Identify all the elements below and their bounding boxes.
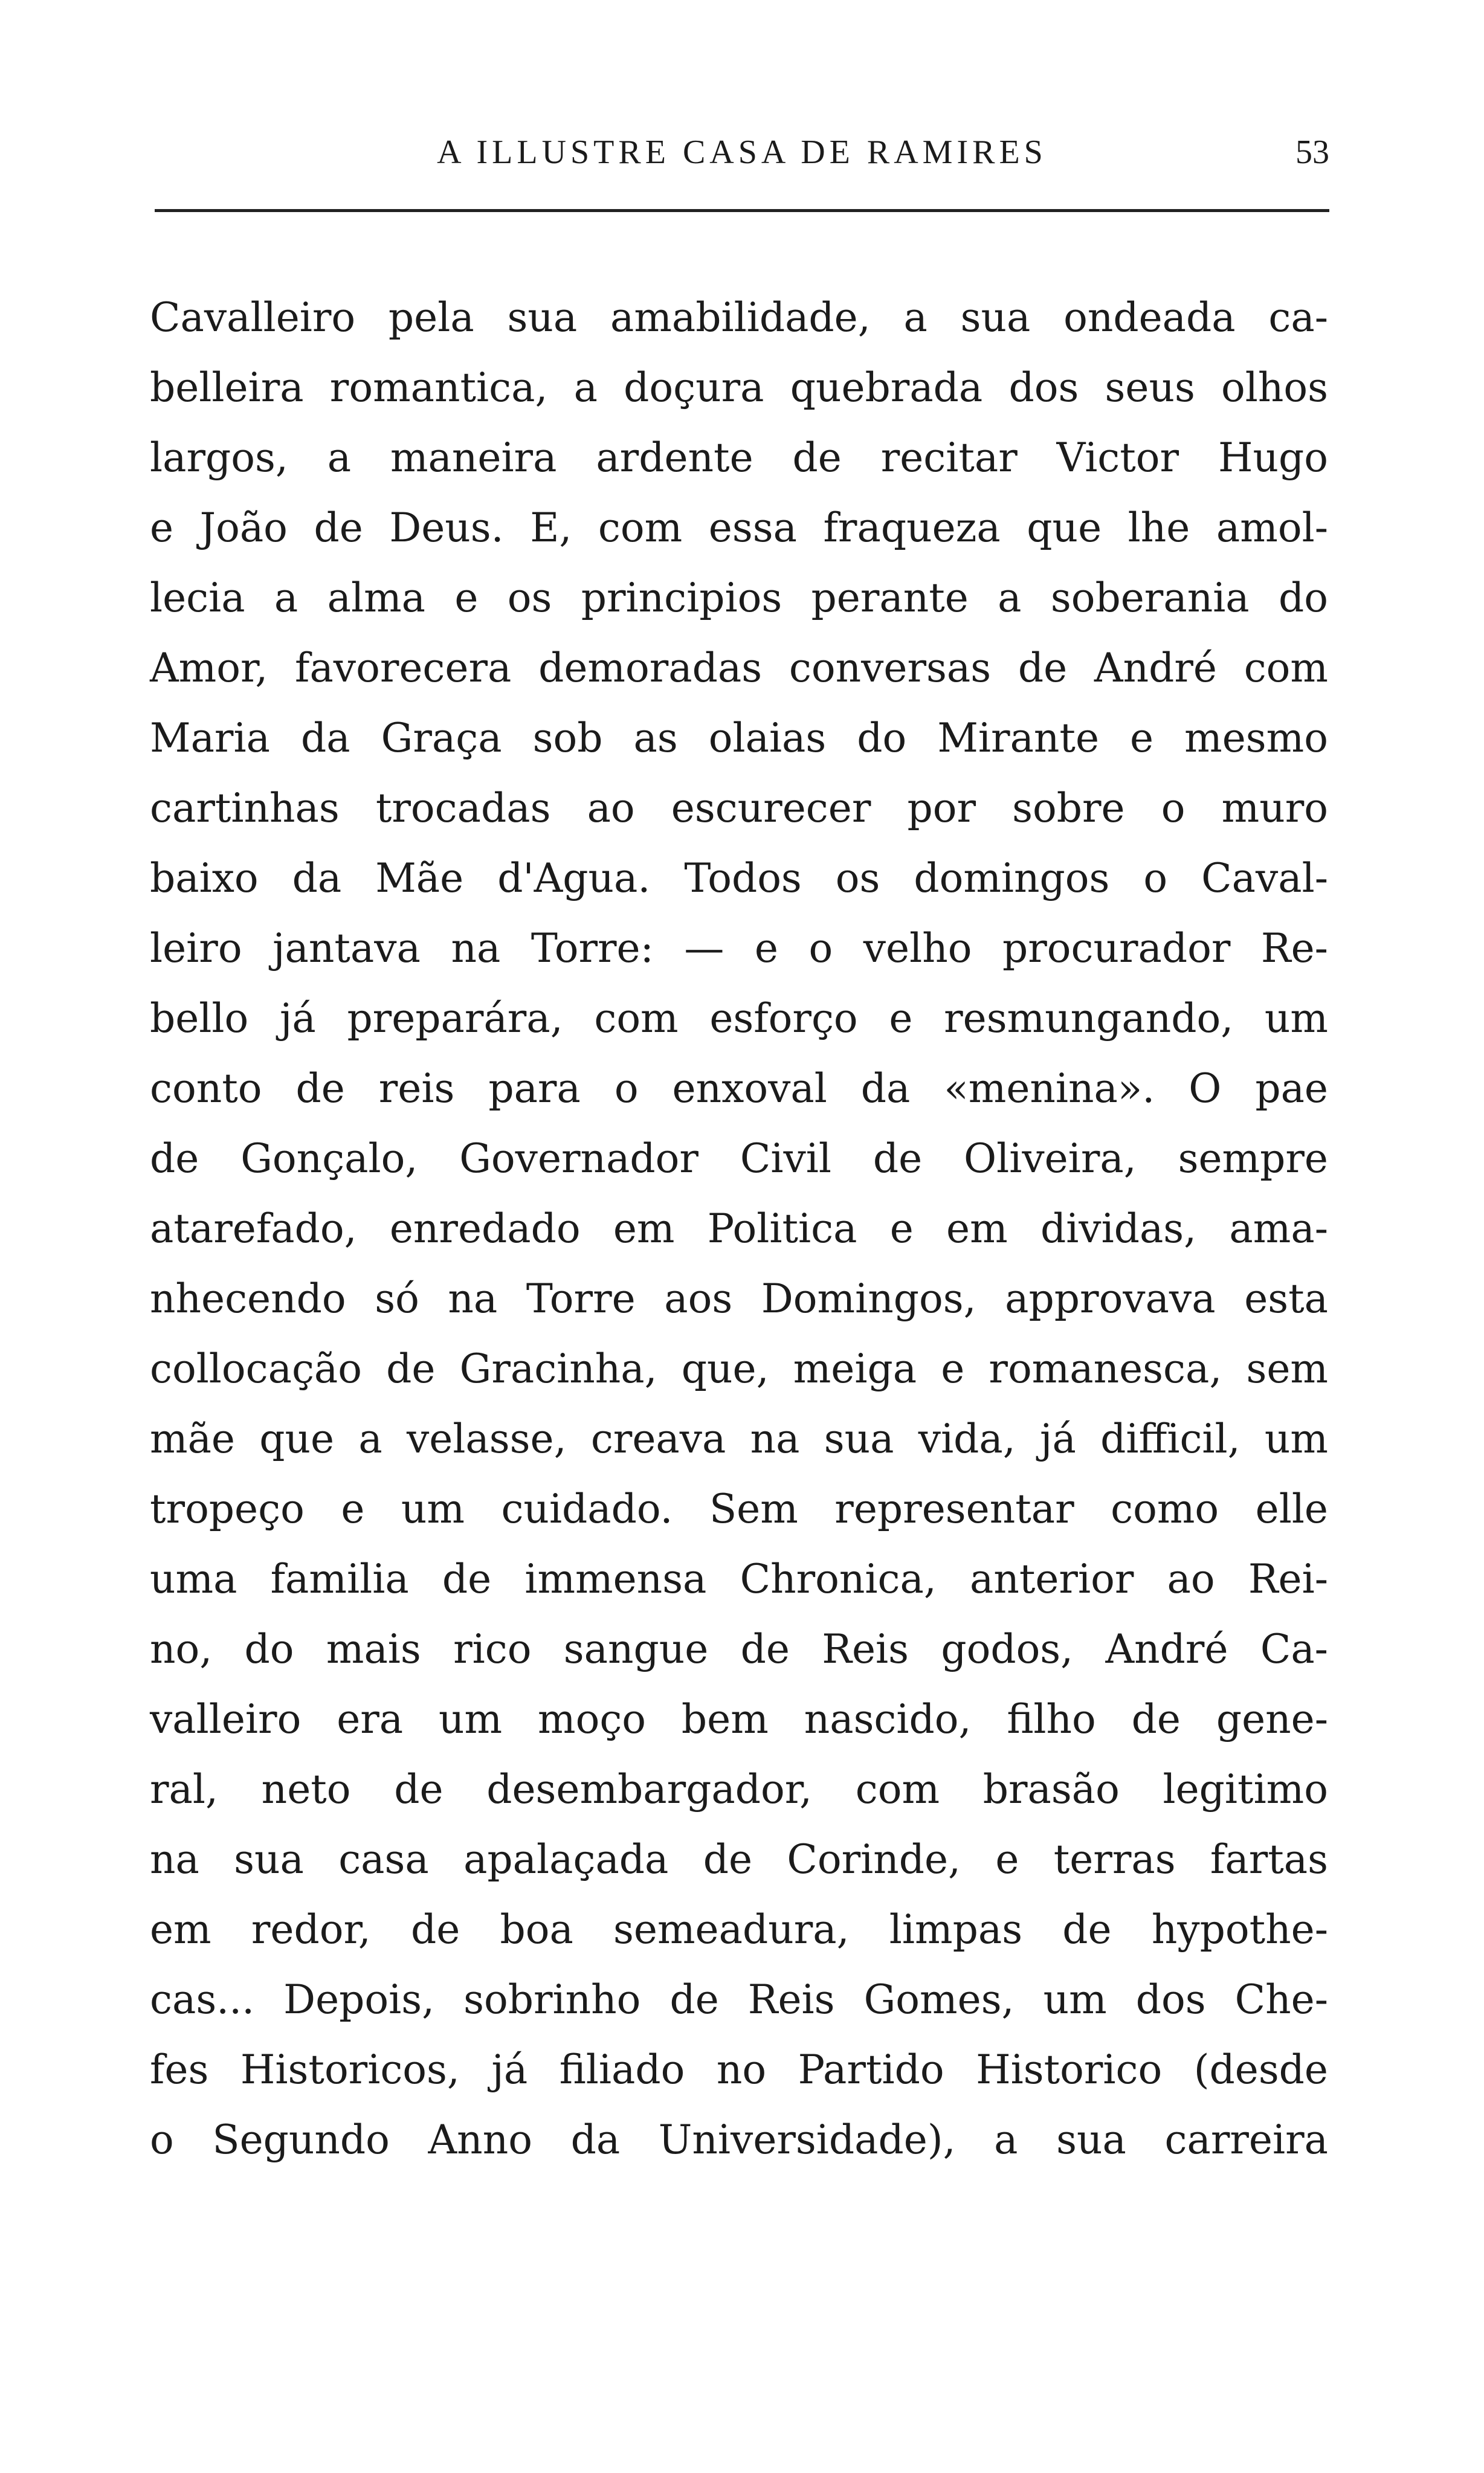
body-text: [150, 283, 1328, 2175]
text-line: na sua casa apalaçada de Corinde, e terras fartas: [150, 1836, 1328, 1883]
running-header: [155, 128, 1329, 182]
text-line: cartinhas trocadas ao escurecer por sobre o muro: [150, 785, 1328, 831]
text-line: Amor, favorecera demoradas conversas de André com: [150, 645, 1328, 691]
text-line: o Segundo Anno da Universidade), a sua carreira: [150, 2117, 1328, 2163]
text-line: de Gonçalo, Governador Civil de Oliveira, sempre: [150, 1135, 1328, 1182]
text-line: bello já preparára, com esforço e resmungando, um: [150, 995, 1328, 1042]
text-line: baixo da Mãe d'Agua. Todos os domingos o Caval-: [150, 855, 1328, 901]
text-line: nhecendo só na Torre aos Domingos, approvava esta: [150, 1275, 1328, 1322]
text-line: em redor, de boa semeadura, limpas de hypothe-: [150, 1906, 1328, 1953]
text-line: fes Historicos, já filiado no Partido Historico (desde: [150, 2046, 1328, 2093]
text-line: e João de Deus. E, com essa fraqueza que lhe amol-: [150, 505, 1328, 551]
text-line: no, do mais rico sangue de Reis godos, André Ca-: [150, 1626, 1328, 1672]
text-line: lecia a alma e os principios perante a soberania do: [150, 575, 1328, 621]
page-number: 53: [1295, 134, 1329, 171]
text-line: mãe que a velasse, creava na sua vida, já difficil, um: [150, 1416, 1328, 1462]
text-line: Maria da Graça sob as olaias do Mirante e mesmo: [150, 715, 1328, 761]
text-line: conto de reis para o enxoval da «menina». O pae: [150, 1065, 1328, 1112]
header-rule: [155, 209, 1329, 212]
text-line: cas... Depois, sobrinho de Reis Gomes, um dos Che-: [150, 1976, 1328, 2023]
running-title: A ILLUSTRE CASA DE RAMIRES: [437, 134, 1047, 171]
text-line: collocação de Gracinha, que, meiga e romanesca, sem: [150, 1346, 1328, 1392]
text-line: valleiro era um moço bem nascido, filho de gene-: [150, 1696, 1328, 1743]
text-line: largos, a maneira ardente de recitar Victor Hugo: [150, 434, 1328, 481]
text-line: Cavalleiro pela sua amabilidade, a sua ondeada ca-: [150, 294, 1328, 341]
text-line: tropeço e um cuidado. Sem representar como elle: [150, 1486, 1328, 1532]
text-line: atarefado, enredado em Politica e em dividas, ama-: [150, 1205, 1328, 1252]
text-line: leiro jantava na Torre: — e o velho procurador Re-: [150, 925, 1328, 972]
text-line: ral, neto de desembargador, com brasão legitimo: [150, 1766, 1328, 1813]
text-line: belleira romantica, a doçura quebrada dos seus olhos: [150, 364, 1328, 411]
text-line: uma familia de immensa Chronica, anterior ao Rei-: [150, 1556, 1328, 1602]
